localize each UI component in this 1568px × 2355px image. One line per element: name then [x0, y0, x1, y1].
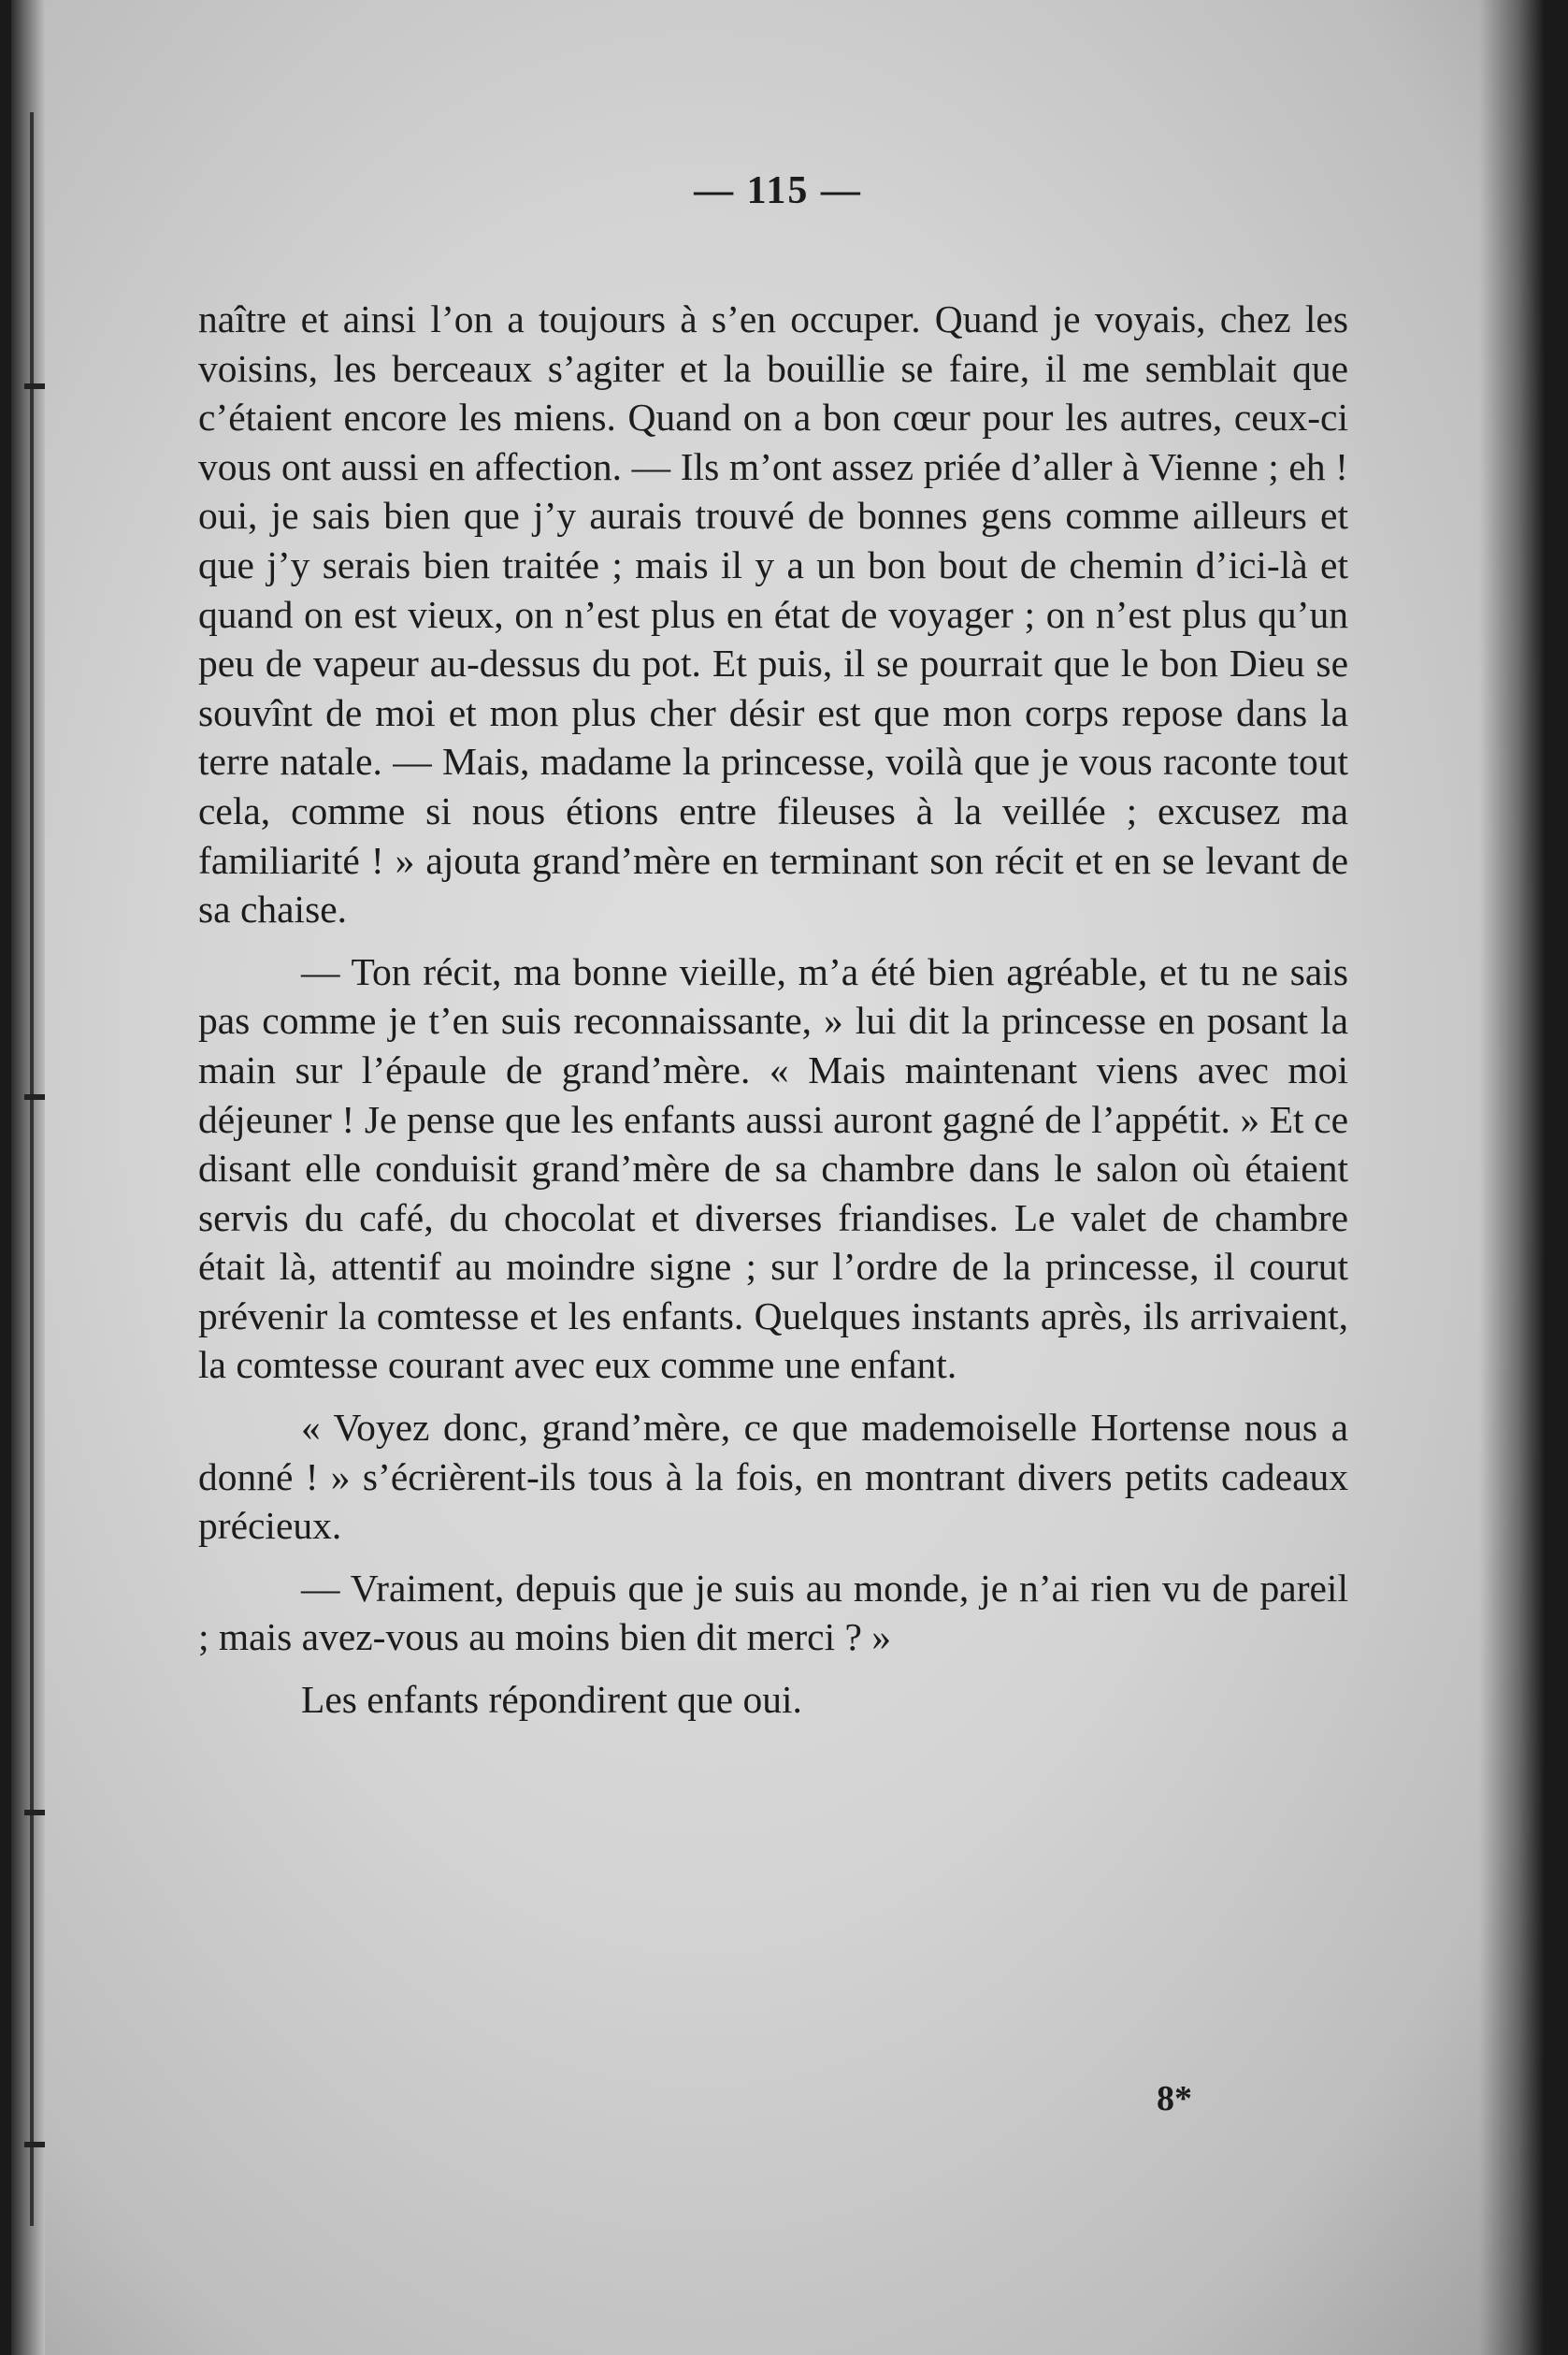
paragraph: — Ton récit, ma bonne vieille, m’a été bien agréable, et tu ne sais pas comme je t’en suis reconnaissante, » lui dit la princesse en posant la main sur l’épaule de grand’mère. « Mais maintenant viens avec moi déjeuner ! Je pense que les enfants aussi auront gagné de l’appétit. » Et ce disant elle conduisit grand’mère de sa chambre dans le salon où étaient servis du café, du chocolat et diverses friandises. Le valet de chambre était là, attentif au moindre signe ; sur l’ordre de la princesse, il courut prévenir la comtesse et les enfants. Quelques instants après, ils arrivaient, la comtesse courant avec eux comme une enfant. — [198, 949, 1348, 1387]
paragraph: naître et ainsi l’on a toujours à s’en occuper. Quand je voyais, chez les voisins, les berceaux s’agiter et la bouillie se faire, il me semblait que c’étaient encore les miens. Quand on a bon cœur pour les autres, ceux-ci vous ont aussi en affection. — Ils m’ont assez priée d’aller à Vienne ; eh ! oui, je sais bien que j’y aurais trouvé de bonnes gens comme ailleurs et que j’y serais bien traitée ; mais il y a un bon bout de chemin d’ici-là et quand on est vieux, on n’est plus en état de voyager ; on n’est plus qu’un peu de vapeur au-dessus du pot. Et puis, il se pourrait que le bon Dieu se souvînt de moi et mon plus cher désir est que mon corps repose dans la terre natale. — Mais, madame la princesse, voilà que je vous raconte tout cela, comme si nous étions entre fileuses à la veillée ; excusez ma familiarité ! » ajouta grand’mère en terminant son récit et en se levant de sa chaise. — [198, 297, 1348, 932]
page-shadow — [1479, 0, 1545, 2355]
binding-tick — [24, 1810, 45, 1815]
binding-tick — [24, 1094, 45, 1100]
body-text — [198, 295, 1348, 1738]
binding-tick — [24, 383, 45, 389]
binding-tick — [24, 2142, 45, 2147]
paragraph: — Vraiment, depuis que je suis au monde, je n’ai rien vu de pareil ; mais avez-vous au moins bien dit merci ? » — [198, 1566, 1348, 1659]
binding-line — [30, 112, 34, 2226]
book-spine — [11, 0, 45, 2355]
paragraph: « Voyez donc, grand’mère, ce que mademoiselle Hortense nous a donné ! » s’écrièrent-ils tous à la fois, en montrant divers petits cadeaux précieux. — [198, 1406, 1348, 1548]
paragraph: Les enfants répondirent que oui. — [301, 1678, 802, 1722]
book-page — [11, 0, 1545, 2355]
signature-mark: 8* — [1157, 2079, 1192, 2118]
page-number: — 115 — — [694, 169, 862, 212]
